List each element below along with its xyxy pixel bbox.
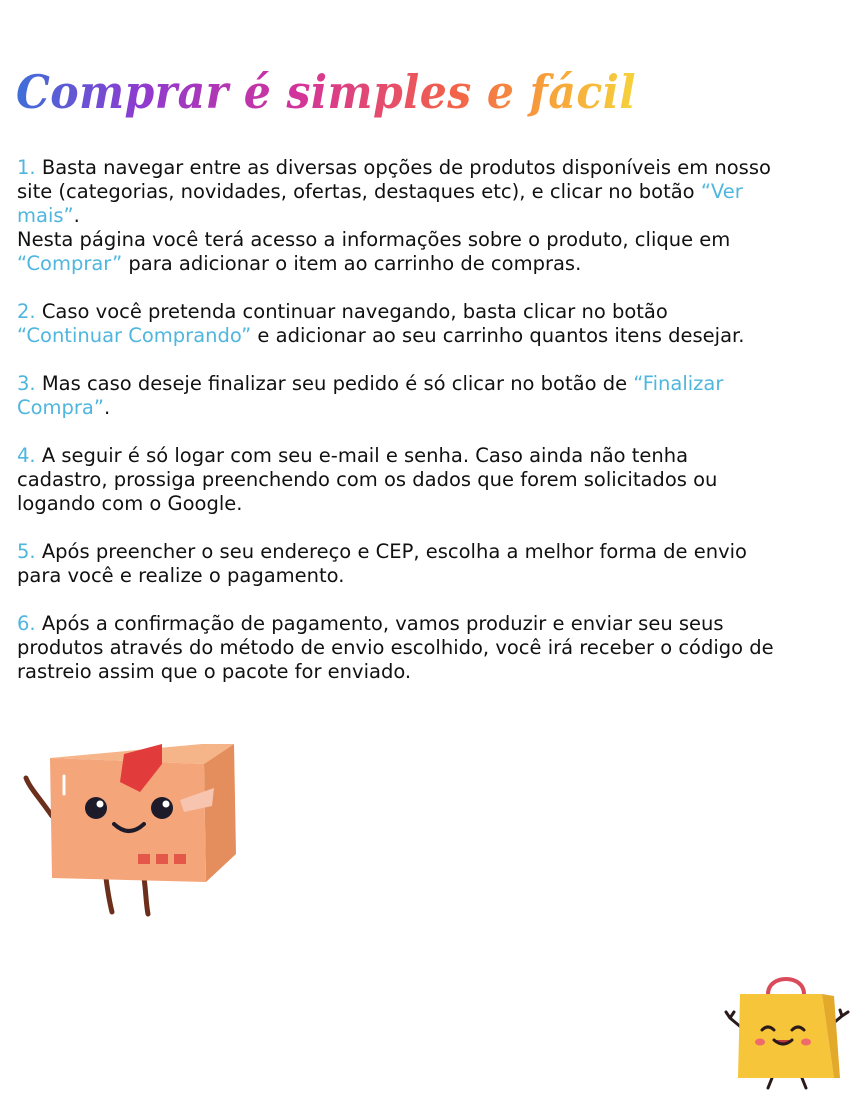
step-text: Basta navegar entre as diversas opções de produtos disponíveis em nosso site (categorias, novidades, ofertas, destaques etc), e clicar no botão: [17, 156, 771, 203]
step-number: 6.: [17, 612, 36, 635]
step-3: [17, 372, 777, 420]
step-4: [17, 444, 777, 516]
step-text: para adicionar o item ao carrinho de compras.: [122, 252, 582, 275]
shopping-bag-mascot-illustration: [722, 968, 850, 1090]
step-number: 4.: [17, 444, 36, 467]
step-text: Após a confirmação de pagamento, vamos produzir e enviar seu seus produtos através do método de envio escolhido, você irá receber o código de rastreio assim que o pacote for enviado.: [17, 612, 774, 683]
step-text: Após preencher o seu endereço e CEP, escolha a melhor forma de envio para você e realize o pagamento.: [17, 540, 747, 587]
page-title-text: Comprar é simples e fácil: [16, 65, 636, 119]
step-text: .: [104, 396, 111, 419]
step-number: 5.: [17, 540, 36, 563]
highlighted-button-name: “Continuar Comprando”: [17, 324, 252, 347]
step-5: [17, 540, 777, 588]
step-number: 1.: [17, 156, 36, 179]
page-title: [14, 52, 654, 136]
step-number: 3.: [17, 372, 36, 395]
highlighted-button-name: “Comprar”: [17, 252, 123, 275]
step-text: Nesta página você terá acesso a informações sobre o produto, clique em: [17, 228, 731, 251]
step-text: e adicionar ao seu carrinho quantos itens desejar.: [251, 324, 745, 347]
steps-list: [17, 156, 777, 708]
step-text: .: [73, 204, 80, 227]
step-6: [17, 612, 777, 684]
step-number: 2.: [17, 300, 36, 323]
highlighted-button-name: “Finalizar Compra”: [17, 372, 724, 419]
step-text: A seguir é só logar com seu e-mail e senha. Caso ainda não tenha cadastro, prossiga preenchendo com os dados que forem solicitados ou logando com o Google.: [17, 444, 718, 515]
step-1: [17, 156, 777, 276]
box-mascot-illustration: [16, 736, 246, 922]
highlighted-button-name: “Ver mais”: [17, 180, 743, 227]
step-text: Mas caso deseje finalizar seu pedido é só clicar no botão de: [41, 372, 634, 395]
step-text: Caso você pretenda continuar navegando, basta clicar no botão: [41, 300, 668, 323]
step-2: [17, 300, 777, 348]
